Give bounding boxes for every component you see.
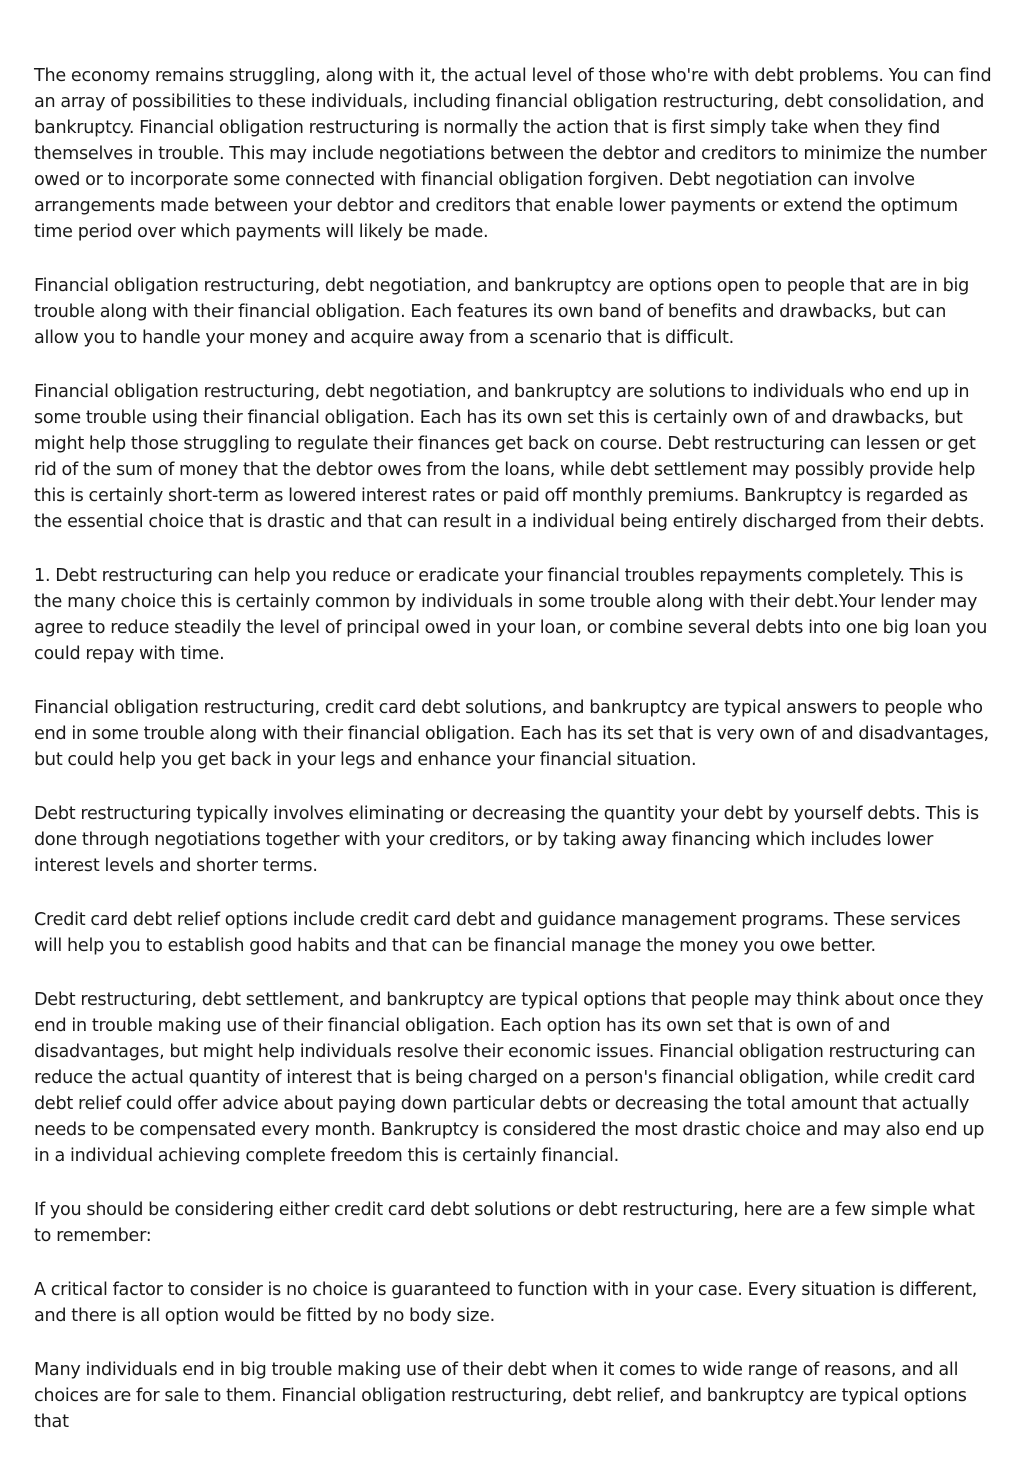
paragraph-relief-options: Credit card debt relief options include credit card debt and guidance management programs. These services will help you to establish good habits and that can be financial manage the money you owe better. xyxy=(34,910,961,956)
paragraph-solutions: Financial obligation restructuring, debt negotiation, and bankruptcy are solutions to individuals who end up in some trouble using their financial obligation. Each has its own set this is certainly own of and drawbacks, but might help those struggling to regulate their finances get back on course. Debt restructuring can lessen or get rid of the sum of money that the debtor owes from the loans, while debt settlement may possibly provide help this is certainly short-term as lowered interest rates or paid off monthly premiums. Bankruptcy is regarded as the essential choice that is drastic and that can result in a individual being entirely discharged from their debts. xyxy=(34,382,985,532)
paragraph-intro: The economy remains struggling, along with it, the actual level of those who're with debt problems. You can find an array of possibilities to these individuals, including financial obligation restructuring, debt consolidation, and bankruptcy. Financial obligation restructuring is normally the action that is first simply take when they find themselves in trouble. This may include negotiations between the debtor and creditors to minimize the number owed or to incorporate some connected with financial obligation forgiven. Debt negotiation can involve arrangements made between your debtor and creditors that enable lower payments or extend the optimum time period over which payments will likely be made. xyxy=(34,66,992,242)
document-body xyxy=(34,63,992,1463)
paragraph-point-1: 1. Debt restructuring can help you reduce or eradicate your financial troubles repayments completely. This is the many choice this is certainly common by individuals in some trouble along with their debt.Your lender may agree to reduce steadily the level of principal owed in your loan, or combine several debts into one big loan you could repay with time. xyxy=(34,566,988,664)
paragraph-typical-answers: Financial obligation restructuring, credit card debt solutions, and bankruptcy are typical answers to people who end in some trouble along with their financial obligation. Each has its set that is very own of and disadvantages, but could help you get back in your legs and enhance your financial situation. xyxy=(34,698,989,770)
paragraph-closing: Many individuals end in big trouble making use of their debt when it comes to wide range of reasons, and all choices are for sale to them. Financial obligation restructuring, debt relief, and bankruptcy are typical options that xyxy=(34,1360,967,1432)
paragraph-options-overview: Financial obligation restructuring, debt negotiation, and bankruptcy are options open to people that are in big trouble along with their financial obligation. Each features its own band of benefits and drawbacks, but can allow you to handle your money and acquire away from a scenario that is difficult. xyxy=(34,276,970,348)
paragraph-considerations-intro: If you should be considering either credit card debt solutions or debt restructuring, here are a few simple what to remember: xyxy=(34,1200,975,1246)
paragraph-comparison: Debt restructuring, debt settlement, and bankruptcy are typical options that people may think about once they end in trouble making use of their financial obligation. Each option has its own set that is own of and disadvantages, but might help individuals resolve their economic issues. Financial obligation restructuring can reduce the actual quantity of interest that is being charged on a person's financial obligation, while credit card debt relief could offer advice about paying down particular debts or decreasing the total amount that actually needs to be compensated every month. Bankruptcy is considered the most drastic choice and may also end up in a individual achieving complete freedom this is certainly financial. xyxy=(34,990,985,1166)
paragraph-critical-factor: A critical factor to consider is no choice is guaranteed to function with in your case. Every situation is different, and there is all option would be fitted by no body size. xyxy=(34,1280,978,1326)
paragraph-restructuring-detail: Debt restructuring typically involves eliminating or decreasing the quantity your debt by yourself debts. This is done through negotiations together with your creditors, or by taking away financing which includes lower interest levels and shorter terms. xyxy=(34,804,979,876)
